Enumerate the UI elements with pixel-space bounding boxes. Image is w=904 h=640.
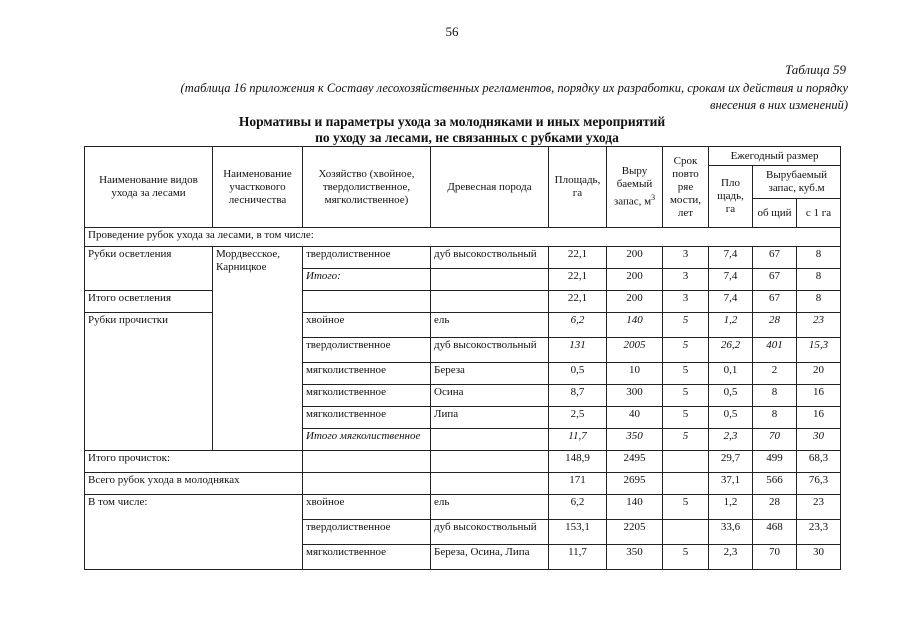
annual-total-cell: 67 xyxy=(753,269,797,291)
species-cell: ель xyxy=(431,313,549,338)
area-cell: 22,1 xyxy=(549,291,607,313)
annual-per-ha-cell: 8 xyxy=(797,247,841,269)
stock-cell: 200 xyxy=(607,269,663,291)
species-cell xyxy=(431,429,549,451)
annual-per-ha-cell: 8 xyxy=(797,269,841,291)
annual-area-cell: 1,2 xyxy=(709,313,753,338)
annual-per-ha-cell: 76,3 xyxy=(797,473,841,495)
annual-per-ha-cell: 16 xyxy=(797,385,841,407)
area-cell: 22,1 xyxy=(549,247,607,269)
annual-area-cell: 0,1 xyxy=(709,363,753,385)
area-cell: 2,5 xyxy=(549,407,607,429)
period-cell: 5 xyxy=(663,495,709,520)
stock-cell: 2495 xyxy=(607,451,663,473)
group-name-clearing: Рубки осветления xyxy=(85,247,213,291)
annual-area-cell: 0,5 xyxy=(709,385,753,407)
annual-total-cell: 401 xyxy=(753,338,797,363)
species-cell: дуб высокоствольный xyxy=(431,338,549,363)
area-cell: 8,7 xyxy=(549,385,607,407)
species-cell: Осина xyxy=(431,385,549,407)
period-cell xyxy=(663,473,709,495)
annual-total-cell: 566 xyxy=(753,473,797,495)
household-cell: Итого: xyxy=(303,269,431,291)
area-cell: 22,1 xyxy=(549,269,607,291)
header-annual-stock: Вырубаемый запас, куб.м xyxy=(753,166,841,199)
stock-cell: 2005 xyxy=(607,338,663,363)
household-cell: мягколиственное xyxy=(303,545,431,570)
area-cell: 171 xyxy=(549,473,607,495)
title-line-2: по уходу за лесами, не связанных с рубками ухода xyxy=(315,130,619,145)
header-annual: Ежегодный размер xyxy=(709,147,841,166)
household-cell: твердолиственное xyxy=(303,247,431,269)
table-label: Таблица 59 xyxy=(784,62,846,77)
annual-area-cell: 1,2 xyxy=(709,495,753,520)
annual-per-ha-cell: 23 xyxy=(797,495,841,520)
document-title xyxy=(0,114,904,146)
header-annual-per-ha: с 1 га xyxy=(797,199,841,228)
annual-per-ha-cell: 8 xyxy=(797,291,841,313)
table-row xyxy=(85,247,841,269)
area-cell: 153,1 xyxy=(549,520,607,545)
species-cell: Береза xyxy=(431,363,549,385)
period-cell: 5 xyxy=(663,545,709,570)
household-cell: твердолиственное xyxy=(303,520,431,545)
header-care-type: Наименование видов ухода за лесами xyxy=(85,147,213,228)
annual-area-cell: 0,5 xyxy=(709,407,753,429)
area-cell: 6,2 xyxy=(549,495,607,520)
stock-cell: 200 xyxy=(607,247,663,269)
annual-area-cell: 29,7 xyxy=(709,451,753,473)
species-cell xyxy=(431,291,549,313)
header-household: Хозяйство (хвойное, твердолиственное, мягколиственное) xyxy=(303,147,431,228)
species-cell xyxy=(431,473,549,495)
area-cell: 6,2 xyxy=(549,313,607,338)
annual-per-ha-cell: 30 xyxy=(797,429,841,451)
household-cell xyxy=(303,451,431,473)
annual-area-cell: 2,3 xyxy=(709,545,753,570)
area-cell: 131 xyxy=(549,338,607,363)
species-cell: дуб высокоствольный xyxy=(431,520,549,545)
header-period: Срок повто ряе мости, лет xyxy=(663,147,709,228)
household-cell xyxy=(303,473,431,495)
table-body xyxy=(85,228,841,570)
period-cell: 5 xyxy=(663,363,709,385)
total-thinning-label: Итого прочисток: xyxy=(85,451,303,473)
area-cell: 11,7 xyxy=(549,429,607,451)
period-cell: 5 xyxy=(663,429,709,451)
header-species: Древесная порода xyxy=(431,147,549,228)
stock-cell: 350 xyxy=(607,429,663,451)
norms-table xyxy=(84,146,841,570)
header-stock: Выру баемый запас, $м^3$ xyxy=(607,147,663,228)
household-cell: мягколиственное xyxy=(303,407,431,429)
period-cell: 5 xyxy=(663,313,709,338)
group-name-thinning: Рубки прочистки xyxy=(85,313,213,451)
period-cell: 3 xyxy=(663,291,709,313)
stock-cell: 300 xyxy=(607,385,663,407)
annual-total-cell: 28 xyxy=(753,495,797,520)
species-cell: дуб высокоствольный xyxy=(431,247,549,269)
period-cell: 5 xyxy=(663,338,709,363)
period-cell xyxy=(663,520,709,545)
annual-per-ha-cell: 16 xyxy=(797,407,841,429)
annual-total-cell: 8 xyxy=(753,385,797,407)
annual-per-ha-cell: 23 xyxy=(797,313,841,338)
table-row xyxy=(85,473,841,495)
annual-area-cell: 7,4 xyxy=(709,247,753,269)
title-line-1: Нормативы и параметры ухода за молодняками и иных мероприятий xyxy=(238,114,666,129)
annual-per-ha-cell: 15,3 xyxy=(797,338,841,363)
annual-total-cell: 70 xyxy=(753,545,797,570)
annual-per-ha-cell: 20 xyxy=(797,363,841,385)
annual-area-cell: 37,1 xyxy=(709,473,753,495)
total-all-label: Всего рубок ухода в молодняках xyxy=(85,473,303,495)
household-cell: хвойное xyxy=(303,495,431,520)
stock-cell: 350 xyxy=(607,545,663,570)
household-cell: твердолиственное xyxy=(303,338,431,363)
stock-cell: 140 xyxy=(607,313,663,338)
header-forestry: Наименование участкового лесничества xyxy=(213,147,303,228)
period-cell: 3 xyxy=(663,269,709,291)
annual-area-cell: 2,3 xyxy=(709,429,753,451)
stock-cell: 2205 xyxy=(607,520,663,545)
stock-cell: 2695 xyxy=(607,473,663,495)
species-cell: Липа xyxy=(431,407,549,429)
annual-area-cell: 26,2 xyxy=(709,338,753,363)
annual-per-ha-cell: 23,3 xyxy=(797,520,841,545)
header-annual-area: Пло щадь, га xyxy=(709,166,753,228)
annual-total-cell: 499 xyxy=(753,451,797,473)
species-cell: Береза, Осина, Липа xyxy=(431,545,549,570)
area-cell: 148,9 xyxy=(549,451,607,473)
page-number: 56 xyxy=(445,24,459,39)
including-label: В том числе: xyxy=(85,495,303,570)
stock-cell: 40 xyxy=(607,407,663,429)
table-row xyxy=(85,451,841,473)
period-cell: 5 xyxy=(663,385,709,407)
annual-total-cell: 70 xyxy=(753,429,797,451)
section-label: Проведение рубок ухода за лесами, в том числе: xyxy=(85,228,841,247)
annual-per-ha-cell: 30 xyxy=(797,545,841,570)
header-area: Площадь, га xyxy=(549,147,607,228)
forestry-name-cell: Мордвесское, Карницкое xyxy=(213,247,303,451)
header-annual-total: об щий xyxy=(753,199,797,228)
annual-total-cell: 468 xyxy=(753,520,797,545)
household-cell: хвойное xyxy=(303,313,431,338)
annual-total-cell: 67 xyxy=(753,291,797,313)
annual-total-cell: 28 xyxy=(753,313,797,338)
area-cell: 11,7 xyxy=(549,545,607,570)
annual-total-cell: 8 xyxy=(753,407,797,429)
household-cell xyxy=(303,291,431,313)
table-row xyxy=(85,313,841,338)
table-row xyxy=(85,495,841,520)
annual-area-cell: 7,4 xyxy=(709,269,753,291)
annual-area-cell: 33,6 xyxy=(709,520,753,545)
stock-cell: 10 xyxy=(607,363,663,385)
annual-total-cell: 67 xyxy=(753,247,797,269)
table-subtitle: (таблица 16 приложения к Составу лесохозяйственных регламентов, порядку их разработки, срокам их действия и порядку внесения в них изменений) xyxy=(180,81,848,112)
household-cell: Итого мягколиственное xyxy=(303,429,431,451)
stock-cell: 140 xyxy=(607,495,663,520)
stock-cell: 200 xyxy=(607,291,663,313)
species-cell: ель xyxy=(431,495,549,520)
annual-total-cell: 2 xyxy=(753,363,797,385)
section-row xyxy=(85,228,841,247)
period-cell: 5 xyxy=(663,407,709,429)
annual-area-cell: 7,4 xyxy=(709,291,753,313)
total-clearing-label: Итого осветления xyxy=(85,291,213,313)
period-cell xyxy=(663,451,709,473)
species-cell xyxy=(431,269,549,291)
area-cell: 0,5 xyxy=(549,363,607,385)
household-cell: мягколиственное xyxy=(303,363,431,385)
period-cell: 3 xyxy=(663,247,709,269)
table-row xyxy=(85,291,841,313)
species-cell xyxy=(431,451,549,473)
household-cell: мягколиственное xyxy=(303,385,431,407)
annual-per-ha-cell: 68,3 xyxy=(797,451,841,473)
